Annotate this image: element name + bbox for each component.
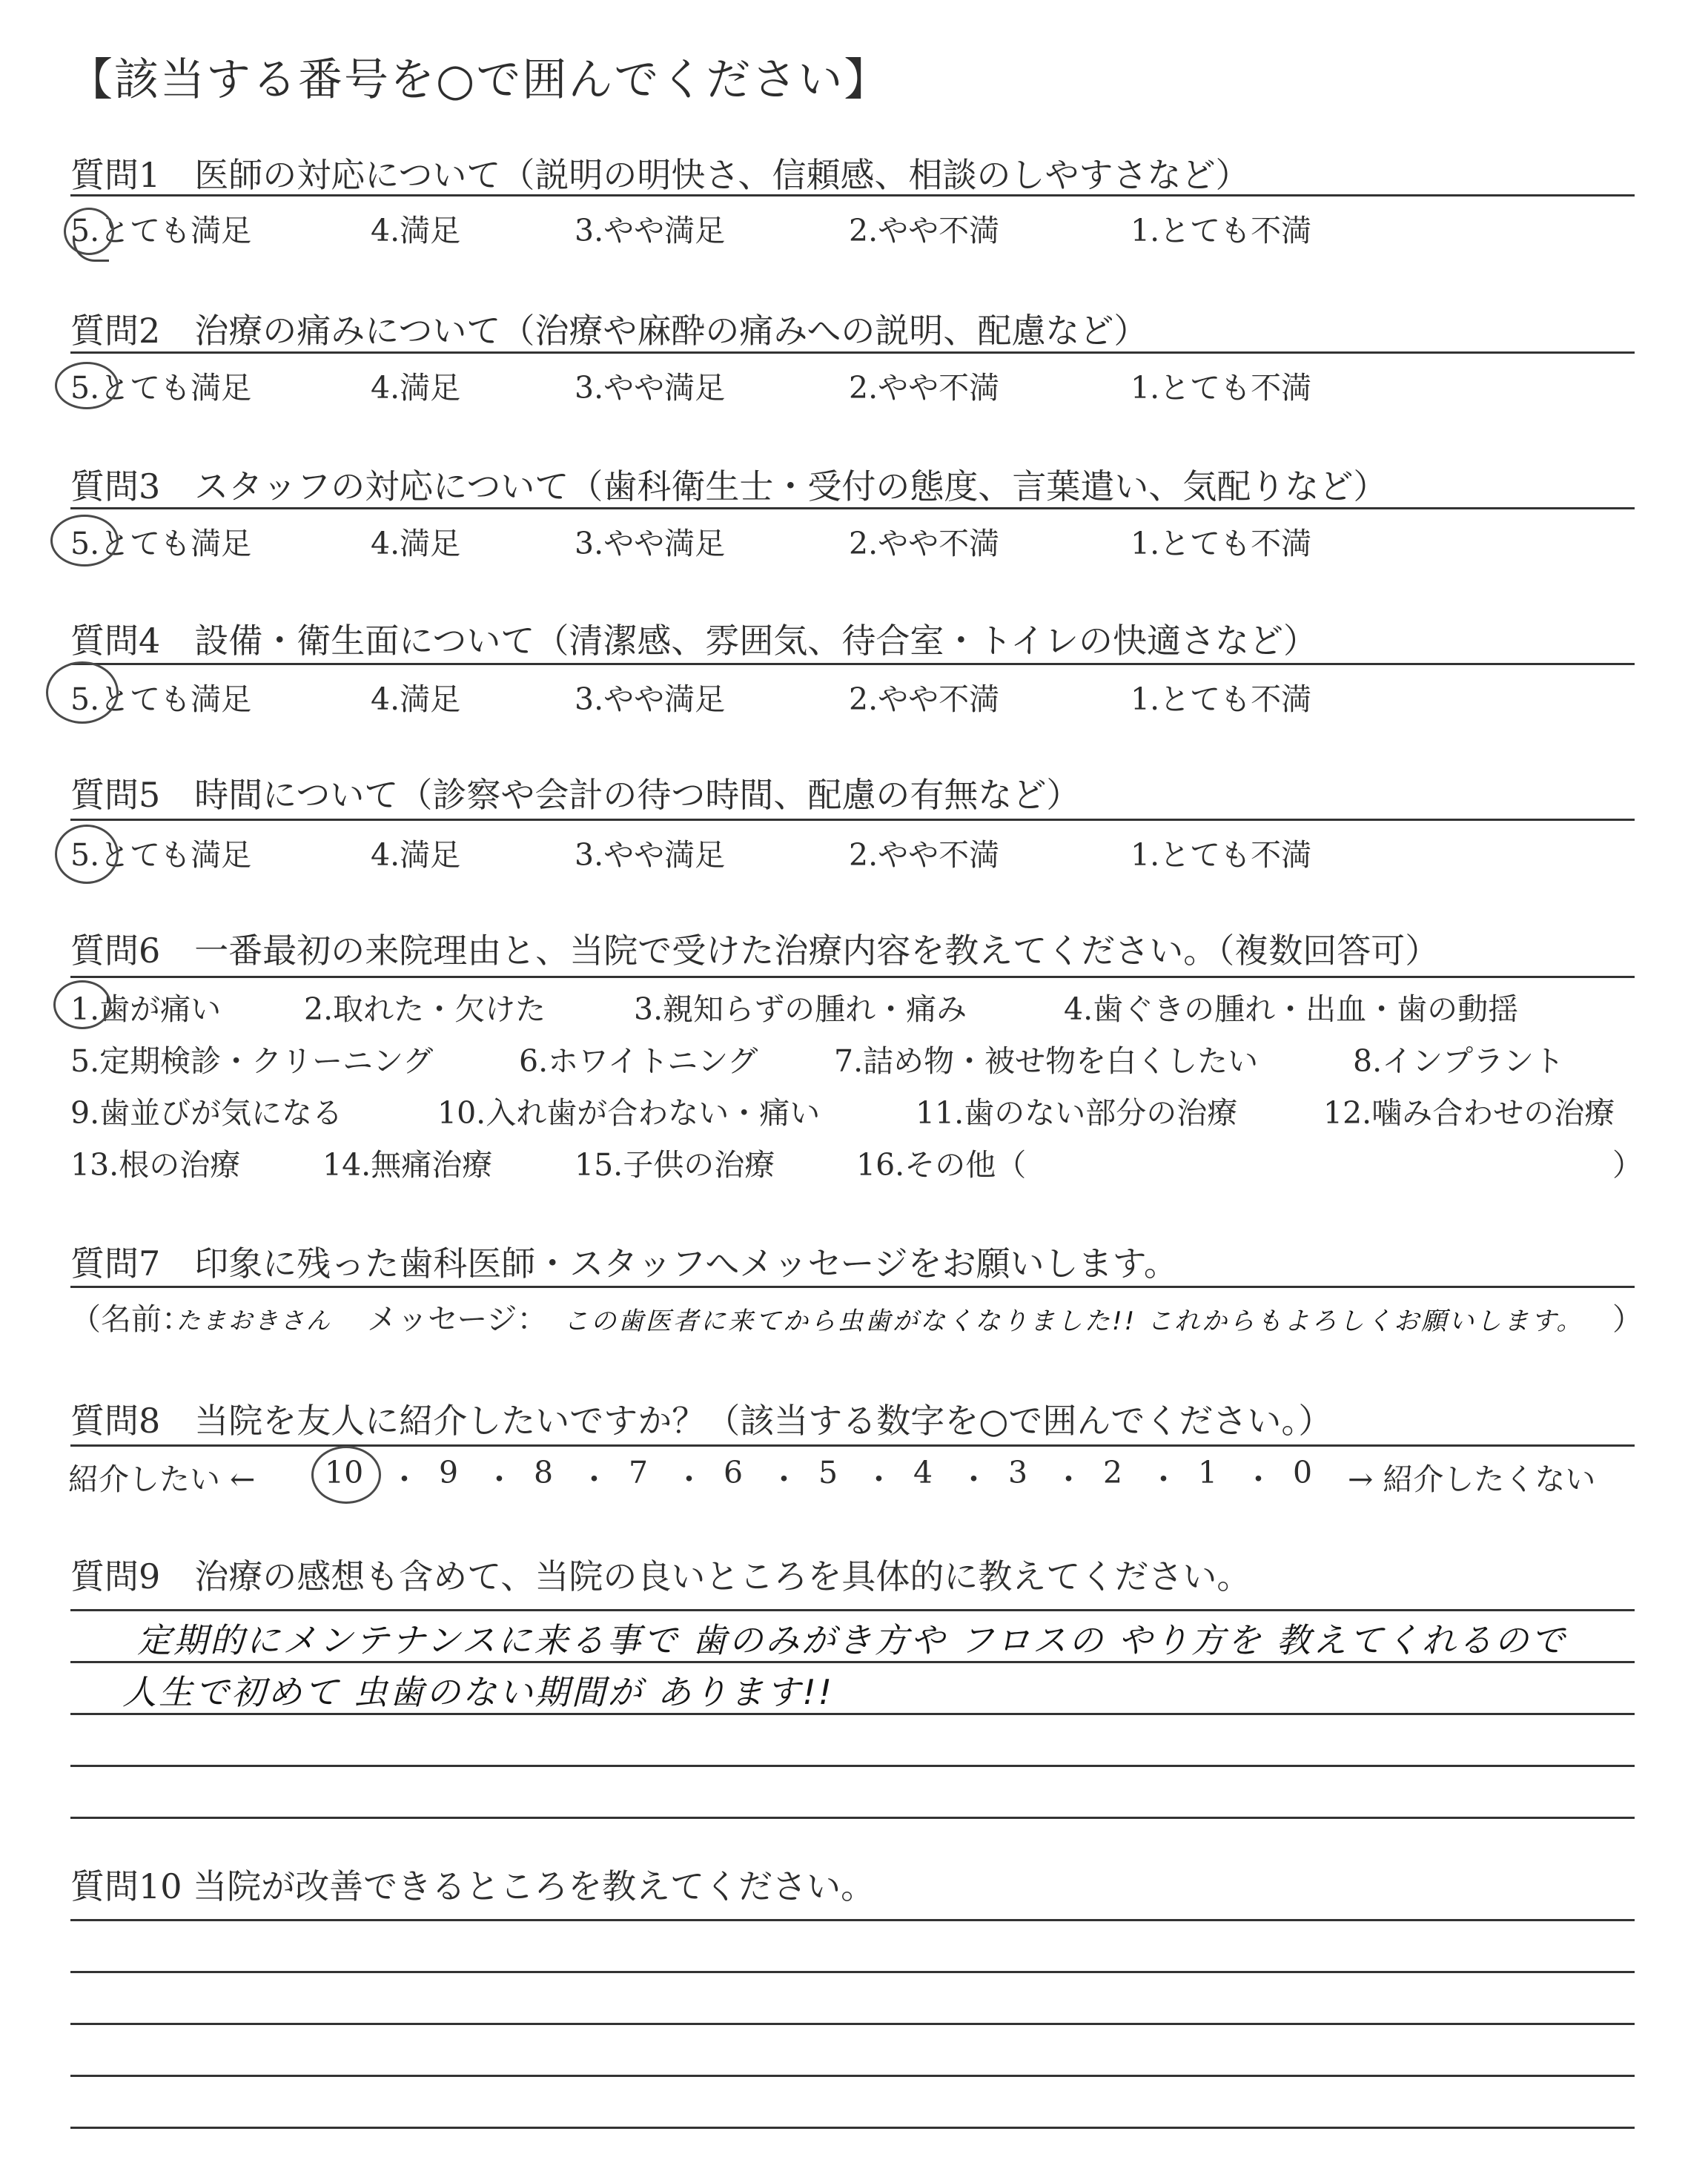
q5-option-3[interactable]: 3.やや満足 [575,837,726,873]
q5-option-1[interactable]: 1.とても不満 [1131,837,1312,873]
q8-selection-circle [311,1446,381,1504]
divider [70,976,1635,978]
q8-scale-1[interactable]: 1 [1198,1455,1218,1490]
q6-option-5[interactable]: 5.定期検診・クリーニング [70,1043,434,1079]
q8-right-label: → 紹介したくない [1348,1462,1596,1497]
q4-option-4[interactable]: 4.満足 [371,681,461,717]
divider [70,1609,1635,1611]
q6-option-13[interactable]: 13.根の治療 [70,1147,241,1183]
q6-option-16[interactable]: 16.その他（ [856,1147,1027,1183]
answer-line [70,1713,1635,1715]
question-5-heading: 質問5 時間について（診察や会計の待つ時間、配慮の有無など） [70,775,1081,815]
q3-option-1[interactable]: 1.とても不満 [1131,526,1312,561]
question-6-heading: 質問6 一番最初の来院理由と、当院で受けた治療内容を教えてください。（複数回答可） [70,931,1440,971]
q4-option-5[interactable]: 5.とても満足 [70,681,252,717]
q8-scale-4[interactable]: 4 [913,1455,933,1490]
q6-option-15[interactable]: 15.子供の治療 [575,1147,775,1183]
q1-option-4[interactable]: 4.満足 [371,213,461,248]
q2-option-4[interactable]: 4.満足 [371,370,461,406]
q8-scale-0[interactable]: 0 [1293,1455,1313,1490]
q6-option-11[interactable]: 11.歯のない部分の治療 [916,1095,1238,1131]
q8-separator: ・ [579,1462,609,1497]
q8-separator: ・ [1243,1462,1274,1497]
q7-message-label: メッセージ： [367,1301,548,1337]
q3-option-3[interactable]: 3.やや満足 [575,526,726,561]
q9-answer-line[interactable]: 定期的にメンテナンスに来る事で 歯のみがき方や フロスの やり方を 教えてくれるので [137,1620,1567,1660]
q6-option-1[interactable]: 1.歯が痛い [70,991,222,1027]
q6-option-10[interactable]: 10.入れ歯が合わない・痛い [437,1095,821,1131]
q3-option-5[interactable]: 5.とても満足 [70,526,252,561]
q1-option-2[interactable]: 2.やや不満 [849,213,1000,248]
q8-separator: ・ [769,1462,799,1497]
q8-scale-10[interactable]: 10 [325,1455,364,1490]
q2-selection-circle [55,362,119,409]
q1-option-3[interactable]: 3.やや満足 [575,213,726,248]
question-8-heading: 質問8 当院を友人に紹介したいですか？（該当する数字を○で囲んでください。） [70,1401,1333,1441]
q8-scale-7[interactable]: 7 [629,1455,649,1490]
divider [70,1444,1635,1447]
question-2-heading: 質問2 治療の痛みについて（治療や麻酔の痛みへの説明、配慮など） [70,311,1148,351]
q6-option-7[interactable]: 7.詰め物・被せ物を白くしたい [834,1043,1259,1079]
q8-scale-8[interactable]: 8 [534,1455,554,1490]
q3-selection-circle [50,515,119,567]
question-9-heading: 質問9 治療の感想も含めて、当院の良いところを具体的に教えてください。 [70,1556,1251,1596]
q5-option-5[interactable]: 5.とても満足 [70,837,252,873]
q6-option-4[interactable]: 4.歯ぐきの腫れ・出血・歯の動揺 [1064,991,1519,1027]
question-1-heading: 質問1 医師の対応について（説明の明快さ、信頼感、相談のしやすさなど） [70,155,1250,195]
q1-option-5[interactable]: 5.とても満足 [70,213,252,248]
answer-line [70,2127,1635,2129]
q6-option-12[interactable]: 12.噛み合わせの治療 [1323,1095,1615,1131]
divider [70,819,1635,821]
q6-option-6[interactable]: 6.ホワイトニング [519,1043,758,1079]
q3-option-4[interactable]: 4.満足 [371,526,461,561]
answer-line [70,1817,1635,1819]
q5-option-4[interactable]: 4.満足 [371,837,461,873]
q9-answer-line[interactable]: 人生で初めて 虫歯のない期間が あります!! [122,1672,835,1712]
q6-selection-circle [53,980,111,1029]
divider [70,194,1635,196]
answer-line [70,2075,1635,2077]
q8-separator: ・ [484,1462,514,1497]
q8-scale-3[interactable]: 3 [1008,1455,1028,1490]
q2-option-5[interactable]: 5.とても満足 [70,370,252,406]
q7-message-value[interactable]: この歯医者に来てから虫歯がなくなりました!! これからもよろしくお願いします。 [563,1307,1584,1336]
divider [70,1286,1635,1288]
q8-scale-9[interactable]: 9 [439,1455,459,1490]
answer-line [70,1971,1635,1973]
q8-separator: ・ [1053,1462,1084,1497]
q3-option-2[interactable]: 2.やや不満 [849,526,1000,561]
q2-option-2[interactable]: 2.やや不満 [849,370,1000,406]
q7-name-label: （名前： [70,1301,192,1337]
q4-option-1[interactable]: 1.とても不満 [1131,681,1312,717]
q5-selection-circle [55,825,119,884]
q8-separator: ・ [864,1462,894,1497]
q2-option-1[interactable]: 1.とても不満 [1131,370,1312,406]
q4-selection-circle [46,661,119,724]
question-7-heading: 質問7 印象に残った歯科医師・スタッフへメッセージをお願いします。 [70,1244,1178,1284]
q8-left-label: 紹介したい ← [68,1462,256,1497]
divider [70,351,1635,354]
q8-separator: ・ [959,1462,989,1497]
q7-name-value[interactable]: たまおきさん [176,1307,333,1335]
q6-option-2[interactable]: 2.取れた・欠けた [304,991,546,1027]
q4-option-2[interactable]: 2.やや不満 [849,681,1000,717]
divider [70,663,1635,665]
q8-separator: ・ [674,1462,704,1497]
answer-line [70,1765,1635,1767]
q5-option-2[interactable]: 2.やや不満 [849,837,1000,873]
q8-separator: ・ [389,1462,420,1497]
q8-scale-2[interactable]: 2 [1103,1455,1123,1490]
answer-line [70,2023,1635,2025]
q6-option-9[interactable]: 9.歯並びが気になる [70,1095,343,1131]
q2-option-3[interactable]: 3.やや満足 [575,370,726,406]
q8-scale-6[interactable]: 6 [724,1455,744,1490]
answer-line [70,1661,1635,1663]
question-3-heading: 質問3 スタッフの対応について（歯科衛生士・受付の態度、言葉遣い、気配りなど） [70,466,1388,506]
q6-option-8[interactable]: 8.インプラント [1353,1043,1565,1079]
q6-option-14[interactable]: 14.無痛治療 [322,1147,493,1183]
q7-close-paren: ） [1612,1301,1643,1337]
pen-stroke-icon [73,236,109,262]
question-4-heading: 質問4 設備・衛生面について（清潔感、雰囲気、待合室・トイレの快適さなど） [70,621,1318,661]
form-title: 【該当する番号を○で囲んでください】 [68,54,890,106]
q6-other-close-paren: ） [1612,1147,1643,1183]
q8-scale-5[interactable]: 5 [818,1455,838,1490]
q6-option-3[interactable]: 3.親知らずの腫れ・痛み [634,991,967,1027]
q4-option-3[interactable]: 3.やや満足 [575,681,726,717]
question-10-heading: 質問10 当院が改善できるところを教えてください。 [70,1866,875,1906]
q1-option-1[interactable]: 1.とても不満 [1131,213,1312,248]
divider [70,507,1635,509]
q8-separator: ・ [1148,1462,1179,1497]
answer-line [70,1919,1635,1921]
